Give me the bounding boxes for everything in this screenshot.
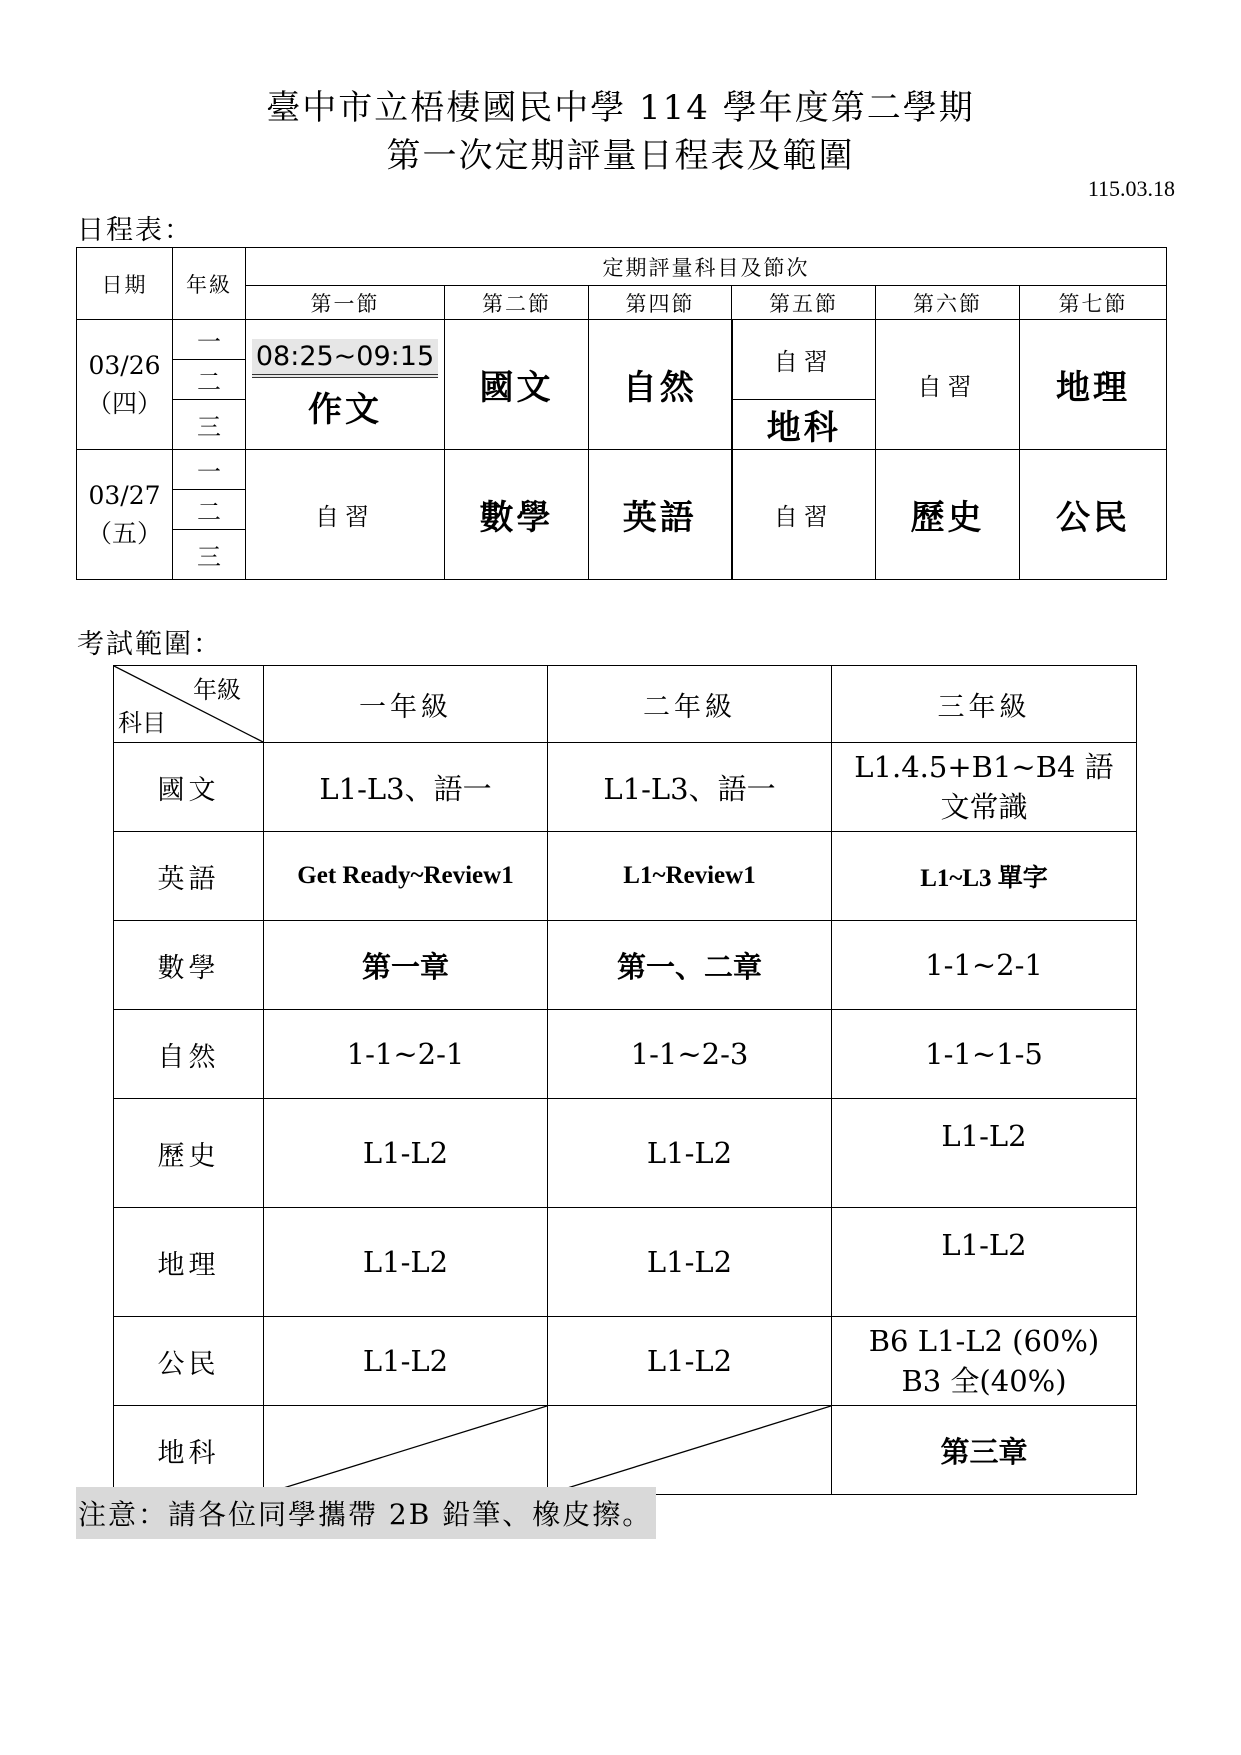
range-row-english — [114, 832, 1137, 921]
day2-grade-1: 一 — [173, 450, 246, 490]
diagonal-line — [548, 1406, 831, 1494]
geography-g1: L1-L2 — [264, 1208, 548, 1317]
schedule-section-label: 日程表： — [77, 215, 193, 246]
english-g2: L1~Review1 — [548, 832, 832, 921]
day1-p1-time: 08:25~09:15 — [252, 339, 438, 378]
day1-grade-3: 三 — [173, 400, 246, 450]
civics-g3-line1: B6 L1-L2 (60%) — [868, 1324, 1100, 1358]
civics-g3-cell — [832, 1317, 1137, 1406]
period-7-header: 第七節 — [1020, 286, 1167, 320]
range-row-civics — [114, 1317, 1137, 1406]
schedule-table — [76, 247, 1167, 580]
range-row-math — [114, 921, 1137, 1010]
earth-science-g2-na — [548, 1406, 832, 1495]
science-g1: 1-1~2-1 — [264, 1010, 548, 1099]
range-row-earth-science — [114, 1406, 1137, 1495]
range-table — [113, 665, 1137, 1495]
english-g1: Get Ready~Review1 — [264, 832, 548, 921]
subject-earth-science: 地科 — [114, 1406, 264, 1495]
range-section-label: 考試範圍： — [77, 629, 222, 660]
civics-g3-line2: B3 全(40%) — [901, 1364, 1067, 1398]
day2-p5: 自習 — [732, 450, 876, 580]
grade-3-header: 三年級 — [832, 666, 1137, 743]
period-6-header: 第六節 — [876, 286, 1020, 320]
chinese-g1: L1-L3、語一 — [264, 743, 548, 832]
day1-grade-2: 二 — [173, 360, 246, 400]
history-g2: L1-L2 — [548, 1099, 832, 1208]
diagonal-line — [264, 1406, 547, 1494]
day2-date-cell — [77, 450, 173, 580]
day1-p6: 自習 — [876, 320, 1020, 450]
subject-science: 自然 — [114, 1010, 264, 1099]
range-row-history — [114, 1099, 1137, 1208]
history-g1: L1-L2 — [264, 1099, 548, 1208]
subject-math: 數學 — [114, 921, 264, 1010]
grade-2-header: 二年級 — [548, 666, 832, 743]
range-row-science — [114, 1010, 1137, 1099]
chinese-g3: L1.4.5+B1~B4 語文常識 — [832, 743, 1137, 832]
earth-science-g3: 第三章 — [832, 1406, 1137, 1495]
geography-g3: L1-L2 — [832, 1208, 1137, 1317]
math-g3: 1-1~2-1 — [832, 921, 1137, 1010]
header-grade: 年級 — [173, 248, 246, 320]
day2-p2: 數學 — [445, 450, 589, 580]
subject-civics: 公民 — [114, 1317, 264, 1406]
corner-subject-label: 科目 — [118, 709, 166, 737]
period-2-header: 第二節 — [445, 286, 589, 320]
day2-p4: 英語 — [589, 450, 732, 580]
subject-english: 英語 — [114, 832, 264, 921]
day1-p5-bottom: 地科 — [732, 400, 876, 450]
civics-g1: L1-L2 — [264, 1317, 548, 1406]
note-text: 注意：請各位同學攜帶 2B 鉛筆、橡皮擦。 — [76, 1487, 656, 1539]
science-g3: 1-1~1-5 — [832, 1010, 1137, 1099]
math-g2: 第一、二章 — [548, 921, 832, 1010]
day1-p2: 國文 — [445, 320, 589, 450]
day1-p7: 地理 — [1020, 320, 1167, 450]
geography-g2: L1-L2 — [548, 1208, 832, 1317]
header-date: 日期 — [77, 248, 173, 320]
day1-date-cell — [77, 320, 173, 450]
period-4-header: 第四節 — [589, 286, 732, 320]
math-g1: 第一章 — [264, 921, 548, 1010]
subject-history: 歷史 — [114, 1099, 264, 1208]
day2-grade-2: 二 — [173, 490, 246, 530]
day2-grade-3: 三 — [173, 530, 246, 580]
day1-grade-1: 一 — [173, 320, 246, 360]
day1-p4: 自然 — [589, 320, 732, 450]
day1-date: 03/26 — [88, 350, 161, 380]
period-5-header: 第五節 — [732, 286, 876, 320]
day2-date: 03/27 — [88, 480, 161, 510]
day2-weekday: （五） — [86, 518, 162, 548]
earth-science-g1-na — [264, 1406, 548, 1495]
range-row-geography — [114, 1208, 1137, 1317]
header-subjects: 定期評量科目及節次 — [246, 248, 1167, 286]
range-row-chinese — [114, 743, 1137, 832]
day1-p1-subject: 作文 — [308, 389, 382, 430]
day2-p6: 歷史 — [876, 450, 1020, 580]
subject-geography: 地理 — [114, 1208, 264, 1317]
day1-p5-top: 自習 — [732, 320, 876, 400]
corner-grade-label: 年級 — [193, 676, 241, 704]
english-g3: L1~L3 單字 — [832, 832, 1137, 921]
history-g3: L1-L2 — [832, 1099, 1137, 1208]
corner-header — [114, 666, 264, 743]
chinese-g2: L1-L3、語一 — [548, 743, 832, 832]
day1-p1-cell — [246, 320, 445, 450]
day2-p7: 公民 — [1020, 450, 1167, 580]
period-1-header: 第一節 — [246, 286, 445, 320]
civics-g2: L1-L2 — [548, 1317, 832, 1406]
document-title-line1: 臺中市立梧棲國民中學 114 學年度第二學期 — [266, 88, 975, 128]
document-date: 115.03.18 — [1087, 176, 1175, 201]
document-title-line2: 第一次定期評量日程表及範圍 — [386, 136, 855, 176]
science-g2: 1-1~2-3 — [548, 1010, 832, 1099]
grade-1-header: 一年級 — [264, 666, 548, 743]
subject-chinese: 國文 — [114, 743, 264, 832]
day1-weekday: （四） — [86, 388, 162, 418]
day2-p1: 自習 — [246, 450, 445, 580]
